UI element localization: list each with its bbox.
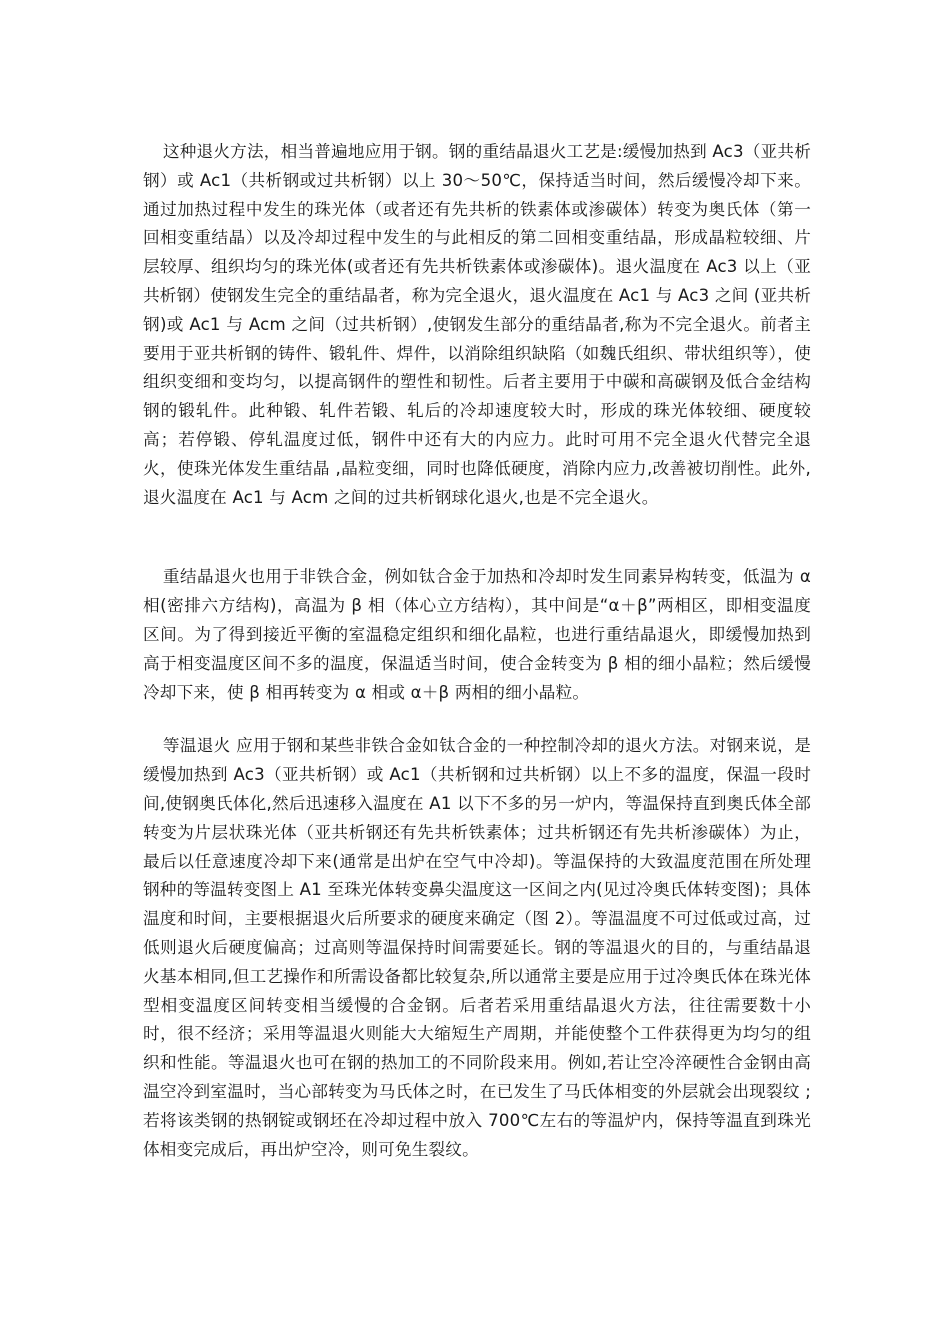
paragraph-recrystallization-annealing-nonferrous: 重结晶退火也用于非铁合金，例如钛合金于加热和冷却时发生同素异构转变，低温为 α 相(密排六方结构)，高温为 β 相（体心立方结构），其中间是“α＋β”两相区，即相变温度区间。为了得到接近平衡的室温稳定组织和细化晶粒，也进行重结晶退火，即缓慢加热到高于相变温度区间不多的温度，保温适当时间，使合金转变为 β 相的细小晶粒；然后缓慢冷却下来，使 β 相再转变为 α 相或 α＋β 两相的细小晶粒。: [143, 567, 811, 702]
document-body: [143, 138, 811, 1164]
paragraph-isothermal-annealing: 等温退火 应用于钢和某些非铁合金如钛合金的一种控制冷却的退火方法。对钢来说，是缓慢加热到 Ac3（亚共析钢）或 Ac1（共析钢和过共析钢）以上不多的温度，保温一段时间,使钢奥氏体化,然后迅速移入温度在 A1 以下不多的另一炉内，等温保持直到奥氏体全部转变为片层状珠光体（亚共析钢还有先共析铁素体；过共析钢还有先共析渗碳体）为止，最后以任意速度冷却下来(通常是出炉在空气中冷却)。等温保持的大致温度范围在所处理钢种的等温转变图上 A1 至珠光体转变鼻尖温度这一区间之内(见过冷奥氏体转变图)；具体温度和时间，主要根据退火后所要求的硬度来确定（图 2）。等温温度不可过低或过高，过低则退火后硬度偏高；过高则等温保持时间需要延长。钢的等温退火的目的，与重结晶退火基本相同,但工艺操作和所需设备都比较复杂,所以通常主要是应用于过冷奥氏体在珠光体型相变温度区间转变相当缓慢的合金钢。后者若采用重结晶退火方法，往往需要数十小时，很不经济；采用等温退火则能大大缩短生产周期，并能使整个工件获得更为均匀的组织和性能。等温退火也可在钢的热加工的不同阶段来用。例如,若让空冷淬硬性合金钢由高温空冷到室温时，当心部转变为马氏体之时，在已发生了马氏体相变的外层就会出现裂纹 ;若将该类钢的热钢锭或钢坯在冷却过程中放入 700℃左右的等温炉内，保持等温直到珠光体相变完成后，再出炉空冷，则可免生裂纹。: [143, 736, 811, 1159]
paragraph-recrystallization-annealing-steel: 这种退火方法，相当普遍地应用于钢。钢的重结晶退火工艺是:缓慢加热到 Ac3（亚共析钢）或 Ac1（共析钢或过共析钢）以上 30～50℃，保持适当时间，然后缓慢冷却下来。通过加热过程中发生的珠光体（或者还有先共析的铁素体或渗碳体）转变为奥氏体（第一回相变重结晶）以及冷却过程中发生的与此相反的第二回相变重结晶，形成晶粒较细、片层较厚、组织均匀的珠光体(或者还有先共析铁素体或渗碳体)。退火温度在 Ac3 以上（亚共析钢）使钢发生完全的重结晶者，称为完全退火，退火温度在 Ac1 与 Ac3 之间 (亚共析钢)或 Ac1 与 Acm 之间（过共析钢）,使钢发生部分的重结晶者,称为不完全退火。前者主要用于亚共析钢的铸件、锻轧件、焊件，以消除组织缺陷（如魏氏组织、带状组织等），使组织变细和变均匀，以提高钢件的塑性和韧性。后者主要用于中碳和高碳钢及低合金结构钢的锻轧件。此种锻、轧件若锻、轧后的冷却速度较大时，形成的珠光体较细、硬度较高；若停锻、停轧温度过低，钢件中还有大的内应力。此时可用不完全退火代替完全退火，使珠光体发生重结晶 ,晶粒变细，同时也降低硬度，消除内应力,改善被切削性。此外,退火温度在 Ac1 与 Acm 之间的过共析钢球化退火,也是不完全退火。: [143, 142, 811, 507]
